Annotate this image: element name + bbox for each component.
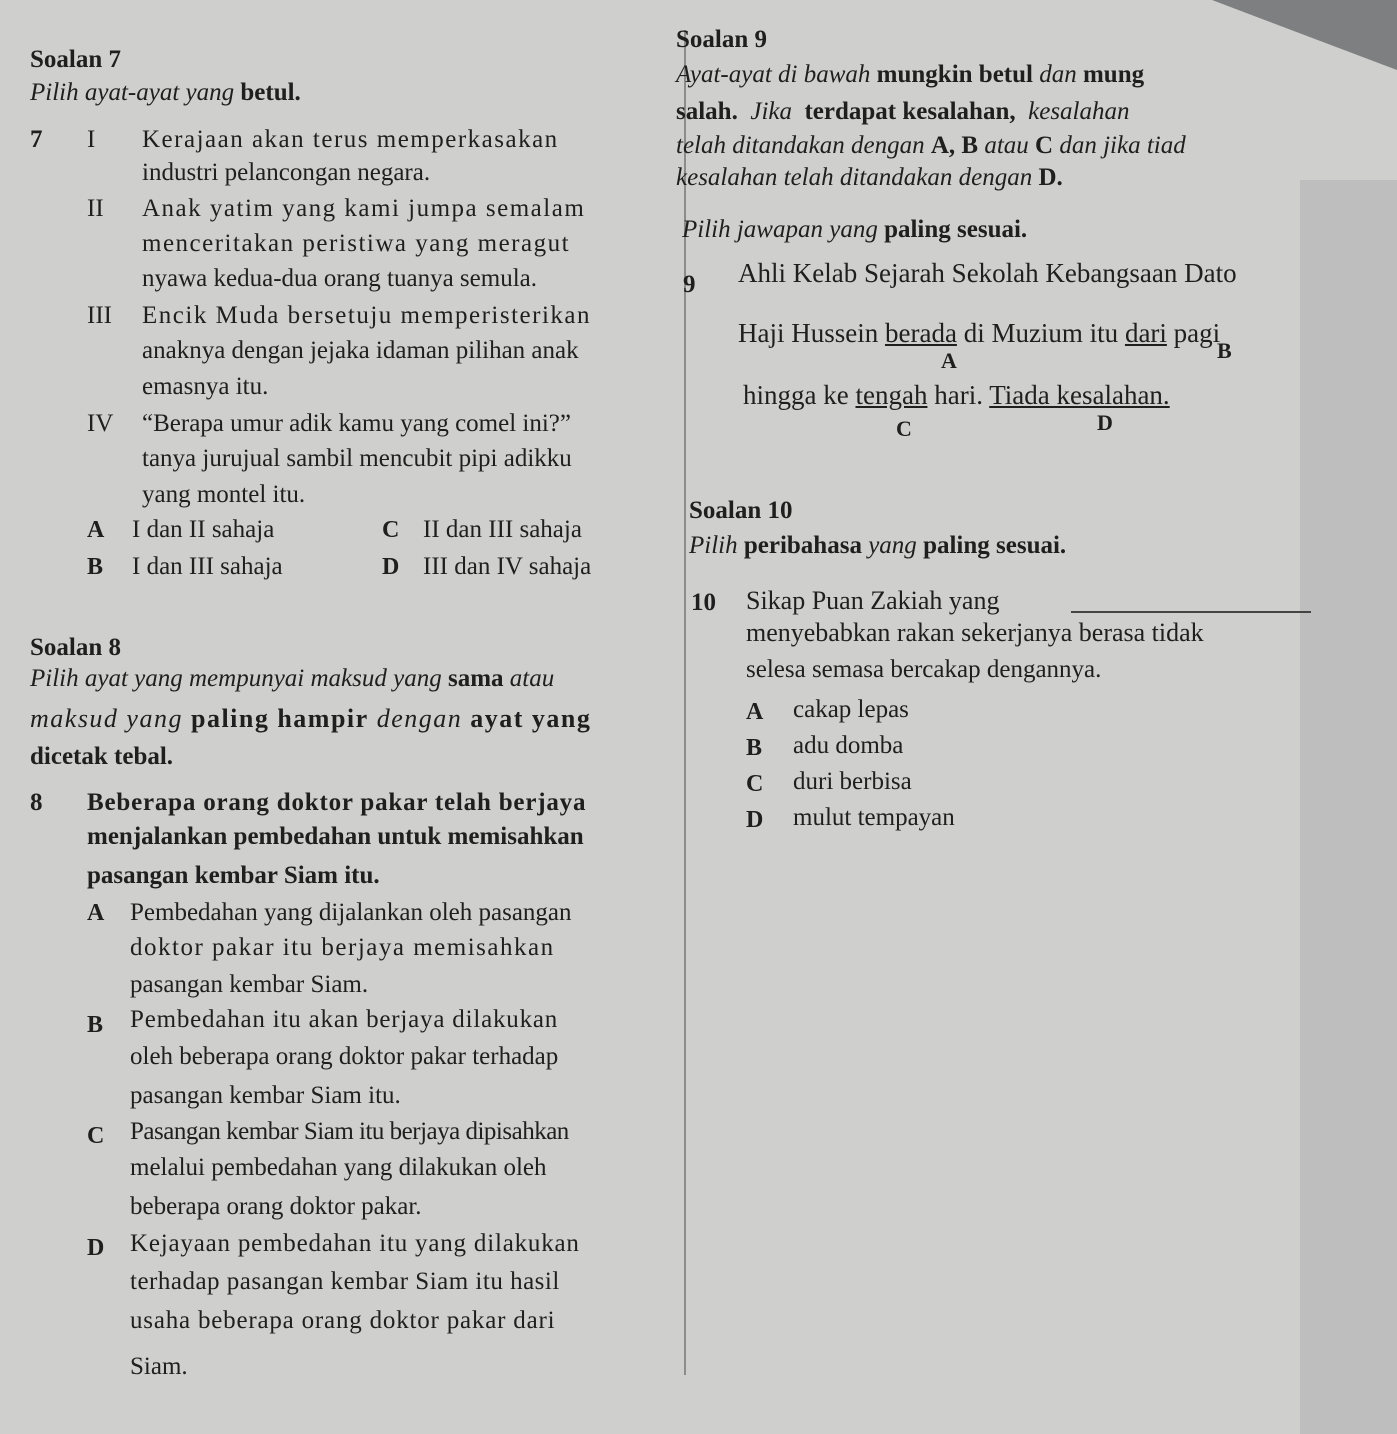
- q9-underlined-d: Tiada kesalahan.: [989, 380, 1170, 410]
- q9-instr-text: kesalahan telah ditandakan dengan: [676, 164, 1033, 191]
- q10-option-d-text[interactable]: mulut tempayan: [793, 804, 955, 831]
- q7-stmt2-num: II: [87, 195, 104, 222]
- q7-option-c-text[interactable]: II dan III sahaja: [423, 516, 582, 543]
- q8-question-line3: pasangan kembar Siam itu.: [87, 862, 380, 889]
- q8-option-d-line4[interactable]: Siam.: [130, 1353, 188, 1380]
- q8-instr-text: dengan: [376, 704, 463, 733]
- q7-option-a-text[interactable]: I dan II sahaja: [132, 516, 275, 543]
- q9-number: 9: [683, 271, 696, 298]
- q9-instr-bold: salah.: [676, 98, 738, 125]
- q9-underlined-b: dari: [1124, 318, 1167, 348]
- q9-instruction-line1: [676, 60, 1144, 90]
- q9-instr-text: kesalahan: [1028, 98, 1130, 125]
- q9-text: pagi: [1173, 318, 1221, 348]
- q8-instr-bold: ayat yang: [470, 704, 592, 733]
- q9-mark-c[interactable]: C: [896, 416, 912, 441]
- q8-option-c-line1[interactable]: Pasangan kembar Siam itu berjaya dipisahkan: [130, 1118, 569, 1145]
- q8-option-c-line2[interactable]: melalui pembedahan yang dilakukan oleh: [130, 1154, 547, 1181]
- q9-instr-bold: D.: [1038, 164, 1063, 191]
- q7-option-d-text[interactable]: III dan IV sahaja: [423, 553, 592, 580]
- q9-mark-a[interactable]: A: [941, 348, 957, 373]
- q10-option-a-letter[interactable]: A: [746, 699, 764, 725]
- q10-instruction: [689, 531, 1066, 561]
- q7-heading: Soalan 7: [30, 46, 122, 73]
- q10-answer-blank: [1071, 611, 1311, 613]
- q7-option-d-letter[interactable]: D: [382, 554, 400, 580]
- q9-instr-bold: paling sesuai.: [884, 216, 1028, 243]
- q9-underlined-c: tengah: [855, 380, 928, 410]
- q7-stmt2-line3: nyawa kedua-dua orang tuanya semula.: [142, 265, 537, 292]
- q8-option-a-line3[interactable]: pasangan kembar Siam.: [130, 971, 369, 998]
- q7-stmt1-line2: industri pelancongan negara.: [142, 159, 431, 186]
- q9-instr-text: dan jika tiad: [1059, 132, 1186, 159]
- q9-instr-text: Jika: [750, 98, 792, 125]
- q8-option-a-letter[interactable]: A: [87, 900, 105, 926]
- q10-option-c-text[interactable]: duri berbisa: [793, 768, 912, 795]
- q9-sentence-line1: Ahli Kelab Sejarah Sekolah Kebangsaan Dato: [738, 258, 1237, 288]
- q8-instruction-line1: [30, 664, 554, 694]
- q8-option-d-letter[interactable]: D: [87, 1235, 105, 1261]
- q8-option-d-line2[interactable]: terhadap pasangan kembar Siam itu hasil: [130, 1268, 560, 1295]
- q10-option-b-letter[interactable]: B: [746, 735, 763, 761]
- q8-option-a-line1[interactable]: Pembedahan yang dijalankan oleh pasangan: [130, 899, 572, 926]
- q7-instr-bold: betul.: [240, 79, 301, 106]
- q10-option-b-text[interactable]: adu domba: [793, 732, 904, 759]
- q8-question-line1: Beberapa orang doktor pakar telah berjaya: [87, 789, 587, 816]
- q8-instr-text: atau: [509, 665, 555, 692]
- q8-option-d-line1[interactable]: Kejayaan pembedahan itu yang dilakukan: [130, 1230, 580, 1257]
- q9-instr-text: atau: [984, 132, 1029, 159]
- q10-instr-bold: peribahasa: [743, 532, 862, 559]
- q7-stmt3-line3: emasnya itu.: [142, 373, 269, 400]
- q8-instr-bold: paling hampir: [190, 704, 369, 733]
- q9-instr-text: Ayat-ayat di bawah: [676, 61, 871, 88]
- q9-instruction-line5: [682, 215, 1027, 245]
- q10-option-d-letter[interactable]: D: [746, 807, 764, 833]
- q7-stmt4-line2: tanya jurujual sambil mencubit pipi adikku: [142, 445, 572, 472]
- q9-sentence-line3: [743, 380, 1170, 410]
- q7-option-c-letter[interactable]: C: [382, 517, 400, 543]
- q7-stmt2-line2: menceritakan peristiwa yang meragut: [142, 230, 571, 257]
- q10-question-line2: menyebabkan rakan sekerjanya berasa tidak: [746, 618, 1204, 647]
- q10-instr-text: Pilih: [689, 532, 738, 559]
- q9-text: hari.: [934, 380, 983, 410]
- q9-instruction-line2: [676, 97, 1130, 127]
- q8-instr-text: Pilih ayat yang mempunyai maksud yang: [30, 665, 442, 692]
- q9-instr-bold: mung: [1082, 61, 1145, 88]
- q7-stmt3-line2: anaknya dengan jejaka idaman pilihan anak: [142, 337, 579, 364]
- q8-number: 8: [30, 789, 43, 816]
- q9-underlined-a: berada: [884, 318, 957, 348]
- q7-stmt2-line1: Anak yatim yang kami jumpa semalam: [142, 195, 586, 222]
- q10-number: 10: [691, 589, 716, 616]
- q8-instruction-line2: [30, 704, 591, 734]
- q9-instruction-line3: [676, 131, 1186, 161]
- q9-instruction-line4: [676, 163, 1063, 193]
- q7-stmt3-num: III: [87, 302, 112, 329]
- q8-option-b-letter[interactable]: B: [87, 1012, 104, 1038]
- q8-instruction-line3: dicetak tebal.: [30, 743, 174, 770]
- q8-option-d-line3[interactable]: usaha beberapa orang doktor pakar dari: [130, 1307, 556, 1334]
- q8-option-c-letter[interactable]: C: [87, 1123, 105, 1149]
- q8-option-b-line3[interactable]: pasangan kembar Siam itu.: [130, 1082, 401, 1109]
- q10-instr-bold: paling sesuai.: [923, 532, 1067, 559]
- q9-text: di Muzium itu: [963, 318, 1119, 348]
- q7-number: 7: [30, 126, 43, 153]
- q7-stmt4-line1: “Berapa umur adik kamu yang comel ini?”: [142, 410, 572, 437]
- q8-option-b-line1[interactable]: Pembedahan itu akan berjaya dilakukan: [130, 1006, 559, 1033]
- background-paper: [1300, 180, 1397, 1434]
- q7-instr-text: Pilih ayat-ayat yang: [30, 79, 235, 106]
- q9-instr-text: dan: [1039, 61, 1077, 88]
- q9-instr-bold: A, B: [930, 132, 979, 159]
- q9-instr-bold: C: [1035, 132, 1054, 159]
- q8-option-c-line3[interactable]: beberapa orang doktor pakar.: [130, 1193, 422, 1220]
- q7-option-b-letter[interactable]: B: [87, 554, 104, 580]
- q10-instr-text: yang: [868, 532, 917, 559]
- q9-instr-text: telah ditandakan dengan: [676, 132, 925, 159]
- q10-heading: Soalan 10: [689, 497, 793, 524]
- q9-mark-d[interactable]: D: [1097, 410, 1113, 435]
- q7-option-a-letter[interactable]: A: [87, 517, 105, 543]
- q10-option-a-text[interactable]: cakap lepas: [793, 696, 909, 723]
- q10-question-line1: Sikap Puan Zakiah yang: [746, 586, 1000, 615]
- q8-question-line2: menjalankan pembedahan untuk memisahkan: [87, 823, 584, 850]
- q9-mark-b[interactable]: B: [1217, 338, 1232, 363]
- q7-stmt1-num: I: [87, 126, 96, 153]
- q7-stmt1-line1: Kerajaan akan terus memperkasakan: [142, 126, 559, 153]
- q10-option-c-letter[interactable]: C: [746, 771, 764, 797]
- q8-instr-bold: sama: [447, 665, 504, 692]
- q7-stmt4-num: IV: [87, 410, 114, 437]
- q9-text: hingga ke: [743, 380, 849, 410]
- q9-heading: Soalan 9: [676, 26, 768, 53]
- q9-instr-bold: mungkin betul: [876, 61, 1033, 88]
- q9-instr-bold: terdapat kesalahan,: [804, 98, 1016, 125]
- q7-stmt4-line3: yang montel itu.: [142, 481, 306, 508]
- q7-stmt3-line1: Encik Muda bersetuju memperisterikan: [142, 302, 592, 329]
- q7-instruction: [30, 78, 301, 108]
- q9-text: Haji Hussein: [738, 318, 879, 348]
- q8-option-a-line2[interactable]: doktor pakar itu berjaya memisahkan: [130, 934, 555, 961]
- q9-sentence-line2: [738, 318, 1220, 348]
- q9-instr-text: Pilih jawapan yang: [682, 216, 878, 243]
- q8-heading: Soalan 8: [30, 634, 122, 661]
- q10-question-line3: selesa semasa bercakap dengannya.: [746, 656, 1102, 683]
- q8-option-b-line2[interactable]: oleh beberapa orang doktor pakar terhadap: [130, 1043, 559, 1070]
- q7-option-b-text[interactable]: I dan III sahaja: [132, 553, 283, 580]
- q8-instr-text: maksud yang: [30, 704, 183, 733]
